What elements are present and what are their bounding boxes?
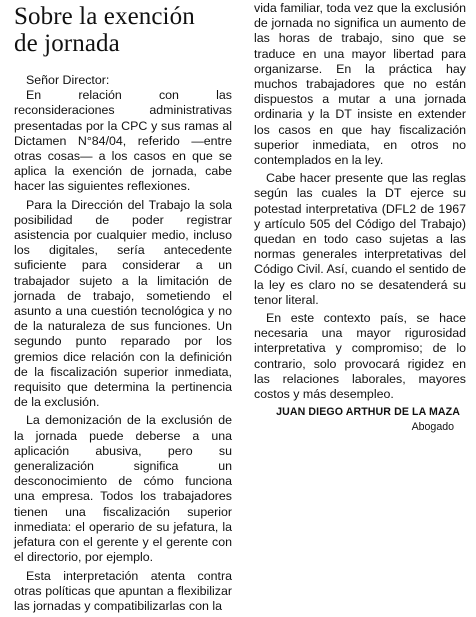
author-name: JUAN DIEGO ARTHUR DE LA MAZA [276, 406, 460, 419]
paragraph-contexto-pais: En este contexto país, se hace necesaria una mayor rigurosidad interpretativa y compromiso; de lo contrario, solo provocará rigidez en las relaciones laborales, mayores costos y más desempleo. [254, 311, 466, 402]
article-title-line-1: Sobre la exención [14, 3, 195, 30]
right-column [254, 0, 466, 434]
article-title-line-2: de jornada [14, 30, 120, 57]
left-column [14, 0, 232, 617]
paragraph-demonizacion: La demonización de la exclusión de la jornada puede deberse a una aplicación abusiva, pero su generalización significa un desconocimiento de cómo funciona una empresa. Todos los trabajadores tienen una fiscalización superior inmediata: el operario de su jefatura, la jefatura con el gerente y el gerente con el directorio, por ejemplo. [14, 413, 232, 565]
article-title [14, 3, 232, 57]
paragraph-reglas-interpretativas: Cabe hacer presente que las reglas según las cuales la DT ejerce su potestad interpretativa (DFL2 de 1967 y artículo 505 del Código del Trabajo) quedan en todo caso sujetas a las normas generales interpretativas del Código Civil. Así, cuando el sentido de la ley es claro no se desatenderá su tenor literal. [254, 171, 466, 307]
author-role: Abogado [411, 421, 454, 434]
salutation: Señor Director: [26, 73, 110, 87]
paragraph-vida-familiar: vida familiar, toda vez que la exclusión de jornada no significa un aumento de las horas de trabajo, sino que se traduce en una mayor libertad para organizarse. En la práctica hay muchos trabajadores que no están dispuestos a mutar a una jornada ordinaria y la DT insiste en extender los casos en que hay fiscalización superior inmediata, en otros no contemplados en la ley. [254, 1, 466, 168]
paragraph-interpretacion: Esta interpretación atenta contra otras políticas que apuntan a flexibilizar las jornadas y compatibilizarlas con la [14, 568, 232, 613]
paragraph-direccion-del-trabajo: Para la Dirección del Trabajo la sola posibilidad de poder registrar asistencia por cualquier medio, incluso los digitales, sería antecedente suficiente para considerar a un trabajador sujeto a la limitación de jornada de trabajo, sometiendo el asunto a una cuestión tecnológica y no de la naturaleza de sus funciones. Un segundo punto reparado por los gremios dice relación con la definición de la fiscalización superior inmediata, requisito que determina la pertinencia de la exclusión. [14, 197, 232, 410]
paragraph-reconsiderations: En relación con las reconsideraciones administrativas presentadas por la CPC y sus ramas al Dictamen N°84/04, referido —entre otras cosas— a los casos en que se aplica la exención de jornada, cabe hacer las siguientes reflexiones. [14, 88, 232, 194]
